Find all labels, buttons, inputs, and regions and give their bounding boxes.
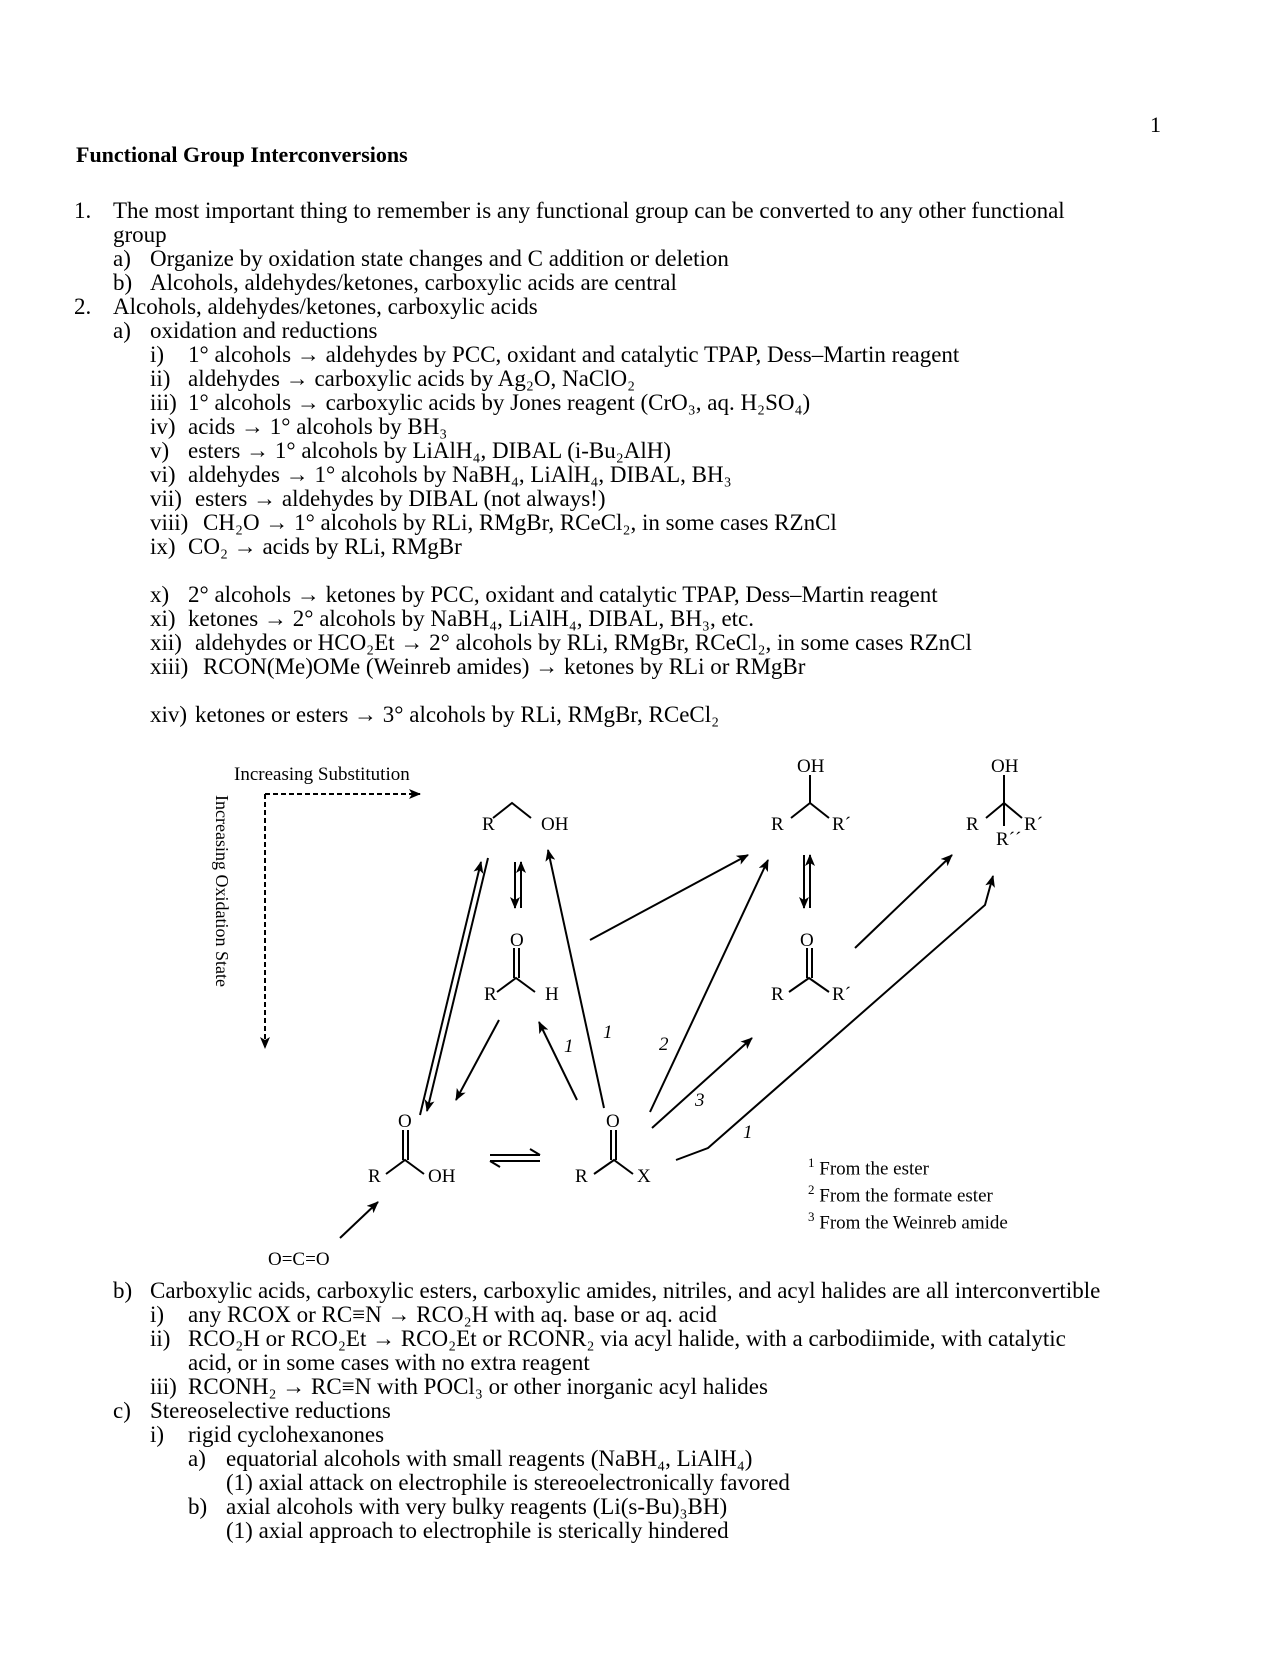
reaction-text: aldehydes → 1° alcohols by NaBH₄, LiAlH₄, DIBAL, BH₃ (188, 462, 732, 487)
label-o: O (800, 930, 814, 951)
arrow-acyl-to-sec-alcohol (650, 860, 768, 1112)
item-2b-iii-text: RCONH₂ → RC≡N with POCl₃ or other inorganic acyl halides (188, 1374, 768, 1399)
arrow-number: 1 (603, 1022, 613, 1043)
label-r-prime: R´ (1024, 814, 1043, 835)
reaction-text: 1° alcohols → aldehydes by PCC, oxidant and catalytic TPAP, Dess–Martin reagent (188, 342, 960, 367)
label-r-prime: R´ (832, 984, 851, 1005)
label-o: O (398, 1111, 412, 1132)
label-r: R (966, 814, 979, 835)
label-r: R (368, 1166, 381, 1187)
item-2b-ii-text-cont: acid, or in some cases with no extra reagent (188, 1350, 590, 1375)
reaction-marker: vi) (150, 462, 176, 487)
label-oh: OH (797, 756, 825, 777)
item-2c-a-sub: (1) axial attack on electrophile is stereoelectronically favored (226, 1470, 790, 1495)
aldehyde-bonds (497, 978, 535, 992)
sec-alcohol-bonds (791, 803, 829, 818)
item-1-text-cont: group (113, 222, 167, 247)
item-2b-i-text: any RCOX or RC≡N → RCO₂H with aq. base or aq. acid (188, 1302, 717, 1327)
footnote-3: $^3$ From the Weinreb amide (808, 1209, 1008, 1234)
item-2b-ii-marker: ii) (150, 1326, 171, 1351)
item-1-marker: 1. (74, 198, 92, 223)
reaction-marker: ix) (150, 534, 176, 559)
reaction-marker: viii) (150, 510, 189, 535)
arrow-number: 3 (695, 1090, 705, 1111)
item-2c-i-text: rigid cyclohexanones (188, 1422, 385, 1447)
arrow-acyl-to-alcohol (548, 850, 604, 1108)
reaction-marker: xiv) (150, 702, 188, 727)
item-2c-b-marker: b) (188, 1494, 208, 1519)
item-2c-text: Stereoselective reductions (150, 1398, 391, 1423)
axis-x-label: Increasing Substitution (234, 764, 410, 785)
item-2a-text: oxidation and reductions (150, 318, 378, 343)
reaction-text: aldehydes → carboxylic acids by Ag₂O, NaClO₂ (188, 366, 636, 391)
item-2b-i-marker: i) (150, 1302, 165, 1327)
label-r: R (771, 984, 784, 1005)
label-r: R (484, 984, 497, 1005)
arrow-acyl-to-tert-alcohol (676, 876, 993, 1160)
label-r: R (482, 814, 495, 835)
item-2b-text: Carboxylic acids, carboxylic esters, carboxylic amides, nitriles, and acyl halides are all interconvertible (150, 1278, 1101, 1303)
reaction-text: 1° alcohols → carboxylic acids by Jones reagent (CrO₃, aq. H₂SO₄) (188, 390, 811, 415)
item-1a-text: Organize by oxidation state changes and C addition or deletion (150, 246, 729, 271)
label-o: O (510, 930, 524, 951)
item-2a-marker: a) (113, 318, 131, 343)
reaction-text: aldehydes or HCO₂Et → 2° alcohols by RLi, RMgBr, RCeCl₂, in some cases RZnCl (195, 630, 972, 655)
item-2b-iii-marker: iii) (150, 1374, 177, 1399)
arrow-number: 1 (564, 1036, 574, 1057)
item-2c-marker: c) (113, 1398, 131, 1423)
arrow-acyl-to-acid-head (490, 1161, 500, 1167)
arrow-aldehyde-to-acid (456, 1020, 499, 1100)
reaction-text: CO₂ → acids by RLi, RMgBr (188, 534, 462, 559)
arrow-co2-to-acid (340, 1202, 378, 1238)
arrow-number: 1 (743, 1122, 753, 1143)
reaction-text: ketones → 2° alcohols by NaBH₄, LiAlH₄, DIBAL, BH₃, etc. (188, 606, 755, 631)
acid-bonds (386, 1160, 424, 1174)
arrow-number: 2 (659, 1034, 669, 1055)
footnote-1: $^1$ From the ester (808, 1155, 930, 1180)
reaction-text: esters → aldehydes by DIBAL (not always!) (195, 486, 606, 511)
reaction-marker: iii) (150, 390, 177, 415)
label-oh: OH (428, 1166, 456, 1187)
reaction-text: esters → 1° alcohols by LiAlH₄, DIBAL (i-Bu₂AlH) (188, 438, 672, 463)
reaction-marker: xii) (150, 630, 182, 655)
arrow-alcohol-to-acid (427, 858, 488, 1111)
item-2-marker: 2. (74, 294, 92, 319)
reaction-marker: vii) (150, 486, 182, 511)
label-oh: OH (541, 814, 569, 835)
item-2c-a-marker: a) (188, 1446, 206, 1471)
reaction-marker: x) (150, 582, 170, 607)
label-oh: OH (991, 756, 1019, 777)
reaction-text: RCON(Me)OMe (Weinreb amides) → ketones by RLi or RMgBr (203, 654, 806, 679)
item-1a-marker: a) (113, 246, 131, 271)
reaction-text: acids → 1° alcohols by BH₃ (188, 414, 448, 439)
item-1-text: The most important thing to remember is any functional group can be converted to any other functional (113, 198, 1065, 223)
reaction-marker: i) (150, 342, 165, 367)
arrow-acyl-to-ketone (652, 1038, 752, 1128)
label-r-double-prime: R´´ (996, 829, 1022, 850)
arrow-acid-to-acyl-head (530, 1149, 540, 1155)
label-o: O (606, 1111, 620, 1132)
label-r-prime: R´ (832, 814, 851, 835)
label-r: R (575, 1166, 588, 1187)
reaction-marker: xi) (150, 606, 176, 631)
arrow-aldehyde-to-sec-alcohol (590, 855, 748, 940)
footnote-2: $^2$ From the formate ester (808, 1182, 993, 1207)
item-1b-text: Alcohols, aldehydes/ketones, carboxylic acids are central (150, 270, 677, 295)
item-2b-ii-text: RCO₂H or RCO₂Et → RCO₂Et or RCONR₂ via acyl halide, with a carbodiimide, with catalytic (188, 1326, 1066, 1351)
page-number: 1 (1150, 112, 1161, 137)
primary-alcohol-bonds (493, 803, 531, 818)
acyl-bonds (594, 1160, 633, 1174)
reaction-text: CH₂O → 1° alcohols by RLi, RMgBr, RCeCl₂, in some cases RZnCl (203, 510, 837, 535)
item-2c-b-text: axial alcohols with very bulky reagents (Li(s-Bu)₃BH) (226, 1494, 728, 1519)
page-title: Functional Group Interconversions (76, 142, 408, 167)
label-r: R (771, 814, 784, 835)
reaction-marker: ii) (150, 366, 171, 391)
item-2c-i-marker: i) (150, 1422, 165, 1447)
label-h: H (545, 984, 559, 1005)
arrow-acid-to-alcohol (420, 862, 481, 1115)
reaction-marker: v) (150, 438, 170, 463)
tert-alcohol-bonds (986, 803, 1022, 818)
item-2c-a-text: equatorial alcohols with small reagents (NaBH₄, LiAlH₄) (226, 1446, 753, 1471)
item-2b-marker: b) (113, 1278, 133, 1303)
item-1b-marker: b) (113, 270, 133, 295)
label-x: X (637, 1166, 651, 1187)
ketone-bonds (789, 978, 829, 992)
item-2c-b-sub: (1) axial approach to electrophile is sterically hindered (226, 1518, 729, 1543)
reaction-text: ketones or esters → 3° alcohols by RLi, RMgBr, RCeCl₂ (195, 702, 720, 727)
item-2-text: Alcohols, aldehydes/ketones, carboxylic acids (113, 294, 538, 319)
axis-y-label: Increasing Oxidation State (212, 795, 232, 987)
reaction-marker: xiii) (150, 654, 189, 679)
label-co2: O=C=O (268, 1249, 330, 1270)
arrow-ketone-to-tert-alcohol (855, 855, 952, 948)
reaction-marker: iv) (150, 414, 176, 439)
reaction-text: 2° alcohols → ketones by PCC, oxidant and catalytic TPAP, Dess–Martin reagent (188, 582, 938, 607)
arrow-acyl-to-aldehyde (539, 1022, 577, 1100)
